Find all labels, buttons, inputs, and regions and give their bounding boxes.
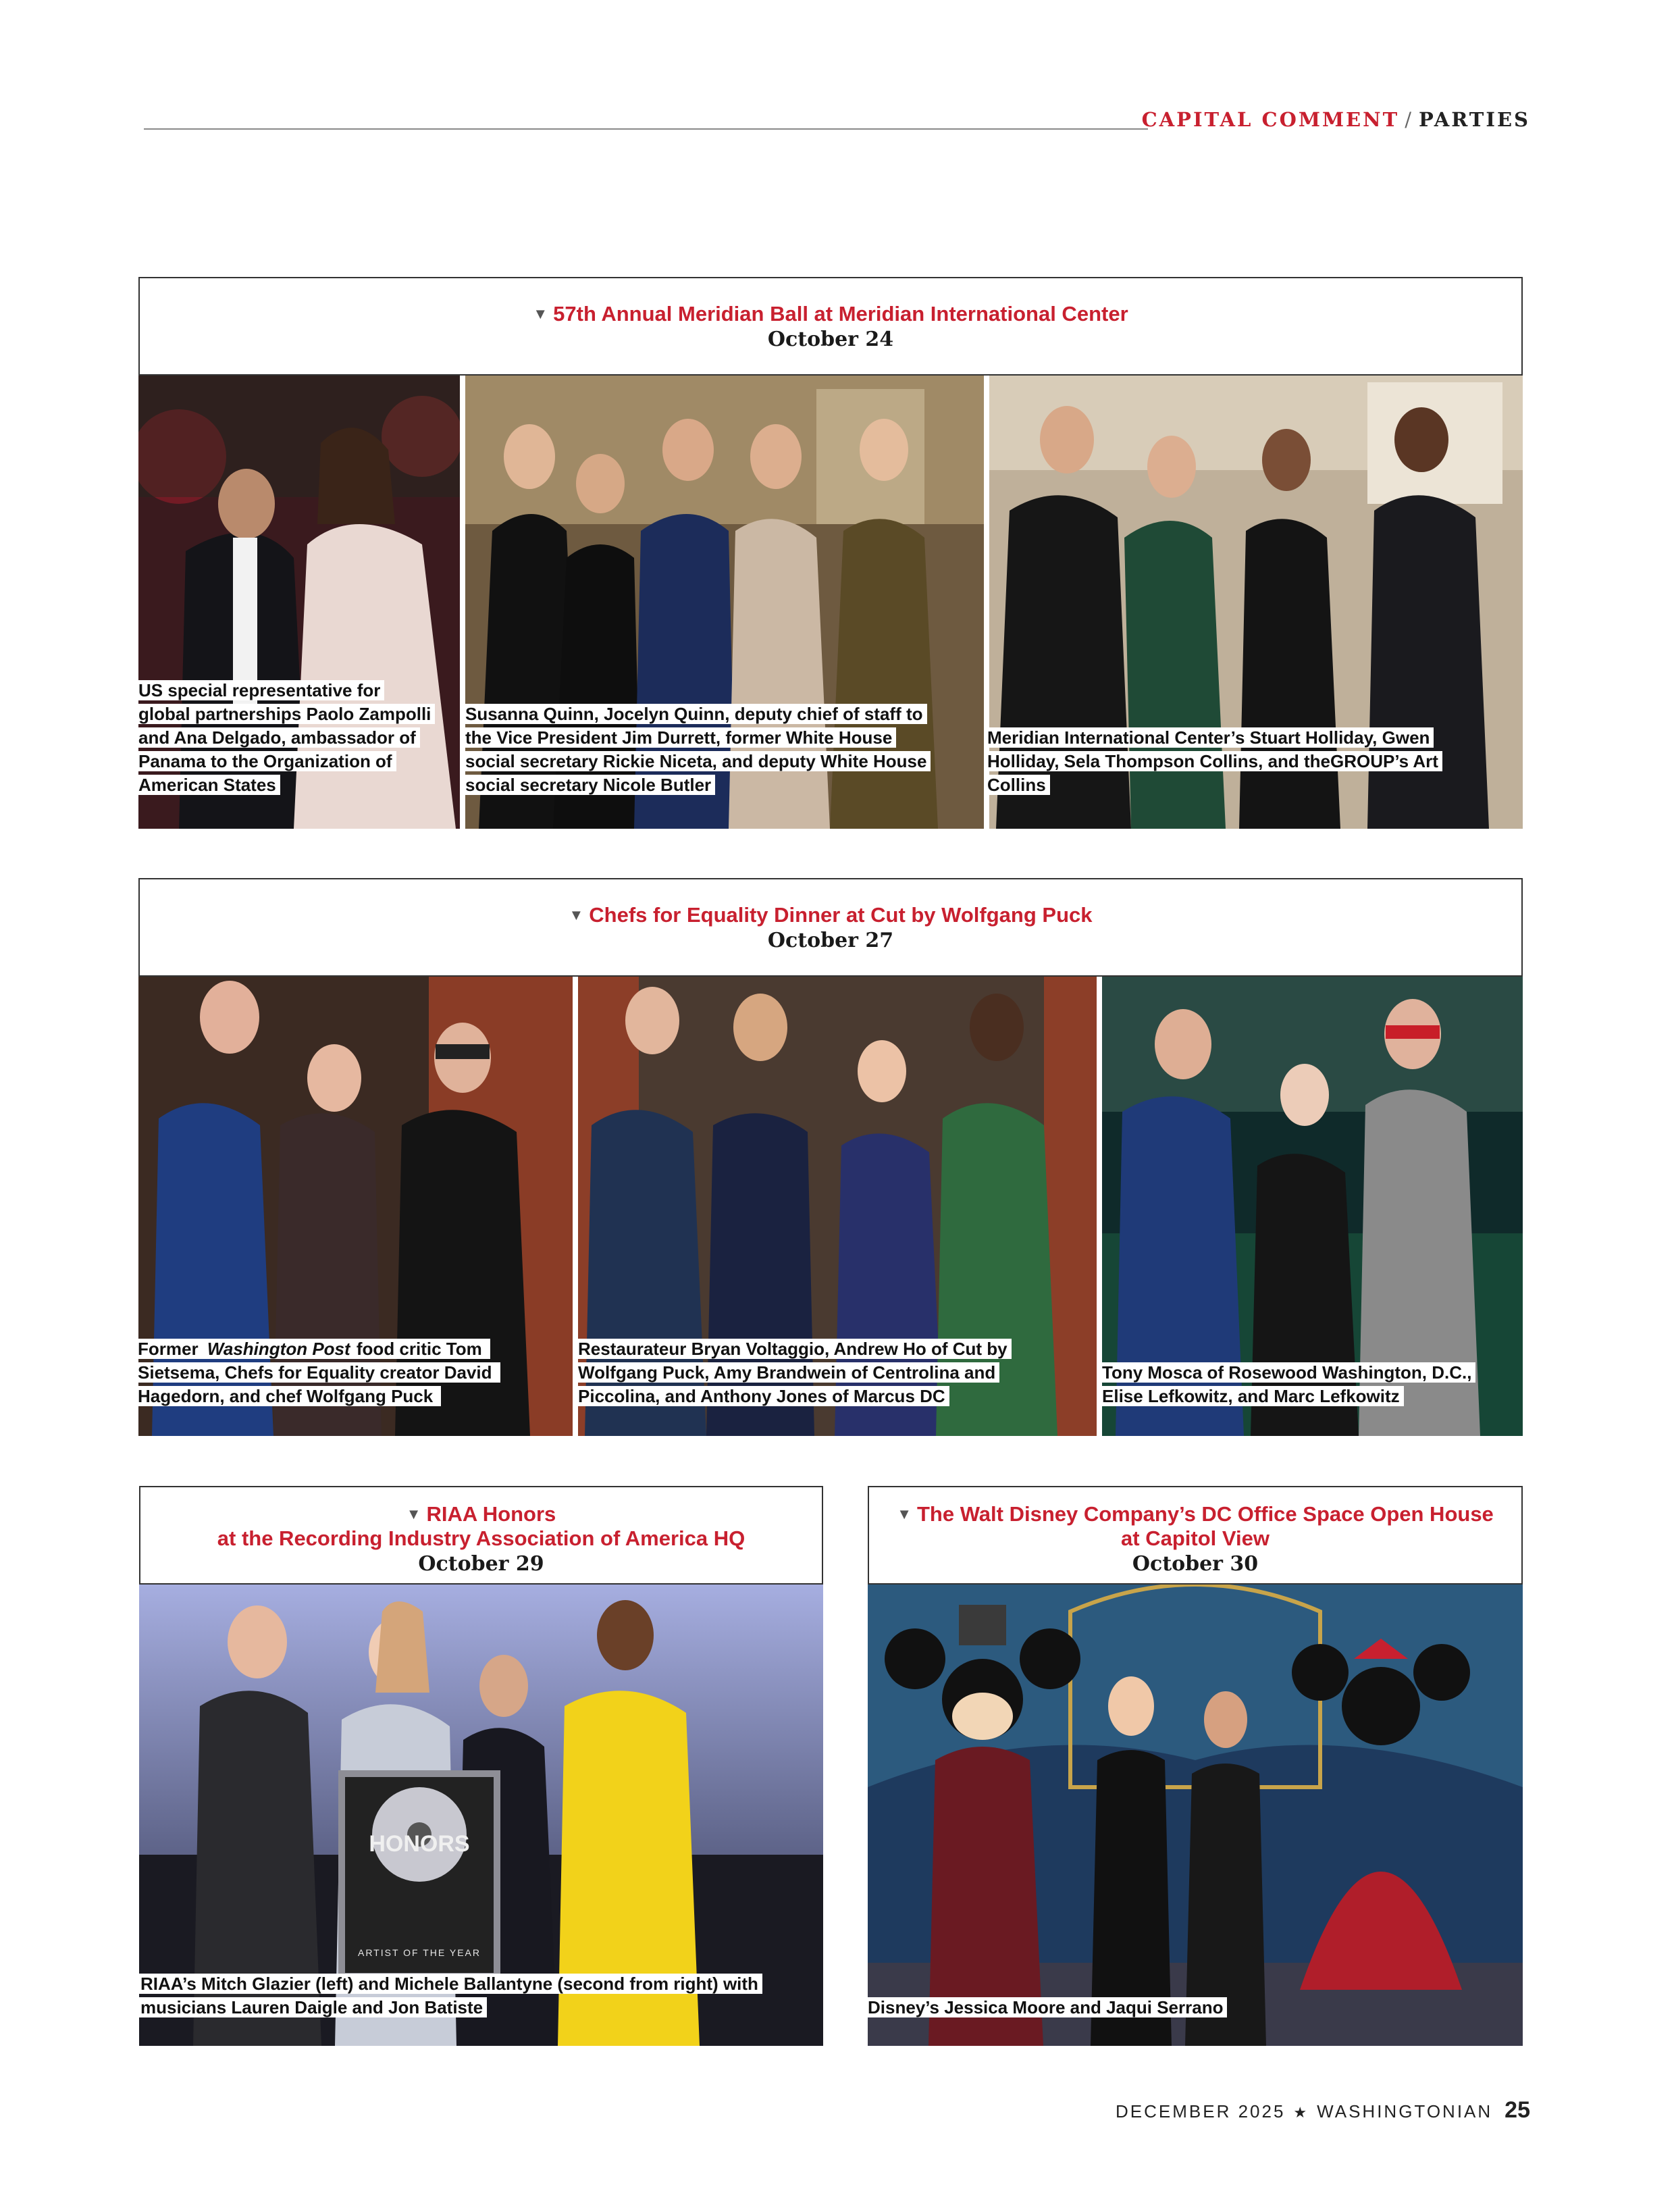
event-date: October 29 xyxy=(418,1552,544,1576)
triangle-down-icon: ▼ xyxy=(897,1506,912,1522)
plaque-subtitle: ARTIST OF THE YEAR xyxy=(357,1947,481,1958)
section-kicker xyxy=(1142,108,1530,131)
caption-chefs-2: Restaurateur Bryan Voltaggio, Andrew Ho of Cut by Wolfgang Puck, Amy Brandwein of Centrolina and Piccolina, and Anthony Jones of Marcus DC xyxy=(577,1337,1043,1408)
event-title-line2: at the Recording Industry Association of America HQ xyxy=(217,1526,746,1550)
caption-chefs-3: Tony Mosca of Rosewood Washington, D.C., Elise Lefkowitz, and Marc Lefkowitz xyxy=(1101,1361,1506,1408)
section-separator: / xyxy=(1405,108,1414,131)
subsection-name: PARTIES xyxy=(1419,108,1530,131)
caption-meridian-2: Susanna Quinn, Jocelyn Quinn, deputy chief of staff to the Vice President Jim Durrett, former White House social secretary Rickie Niceta, and deputy White House social secretary Nicole Butler xyxy=(464,702,937,797)
page-number: 25 xyxy=(1505,2097,1530,2123)
event-date: October 24 xyxy=(767,328,894,351)
event-title: 57th Annual Meridian Ball at Meridian International Center xyxy=(553,302,1128,326)
caption-disney: Disney’s Jessica Moore and Jaqui Serrano xyxy=(866,1996,1245,2020)
event-title: Chefs for Equality Dinner at Cut by Wolfgang Puck xyxy=(589,903,1093,927)
party-photo xyxy=(868,1585,1523,2046)
event-title-line1: The Walt Disney Company’s DC Office Space Open House xyxy=(916,1502,1494,1526)
event-header-disney xyxy=(868,1486,1523,1585)
event-header-riaa xyxy=(139,1486,823,1585)
caption-chefs-1: Former Washington Post food critic Tom Sietsema, Chefs for Equality creator David Hagedorn, and chef Wolfgang Puck xyxy=(135,1337,513,1408)
triangle-down-icon: ▼ xyxy=(569,906,584,923)
triangle-down-icon: ▼ xyxy=(406,1506,421,1522)
event-date: October 30 xyxy=(1132,1552,1259,1576)
section-name: CAPITAL COMMENT xyxy=(1141,108,1400,131)
event-header-chefs xyxy=(138,878,1523,977)
event-title-line1: RIAA Honors xyxy=(426,1502,556,1526)
issue-date: DECEMBER 2025 xyxy=(1116,2101,1286,2121)
event-title-line2: at Capitol View xyxy=(1121,1526,1270,1550)
triangle-down-icon: ▼ xyxy=(533,305,548,322)
photo-disney xyxy=(868,1585,1523,2046)
publication-name: WASHINGTONIAN xyxy=(1317,2101,1493,2121)
event-header-meridian xyxy=(138,277,1523,376)
caption-meridian-1: US special representative for global partnerships Paolo Zampolli and Ana Delgado, ambassador of Panama to the Organization of American States xyxy=(137,679,431,797)
caption-meridian-3: Meridian International Center’s Stuart Holliday, Gwen Holliday, Sela Thompson Collins, and theGROUP’s Art Collins xyxy=(986,726,1499,797)
header-rule xyxy=(144,128,1148,130)
caption-riaa: RIAA’s Mitch Glazier (left) and Michele Ballantyne (second from right) with musicians Lauren Daigle and Jon Batiste xyxy=(139,1972,787,2020)
plaque-title: HONORS xyxy=(369,1831,470,1857)
star-icon: ★ xyxy=(1293,2104,1309,2121)
event-date: October 27 xyxy=(767,929,894,952)
page-footer xyxy=(1116,2097,1530,2124)
